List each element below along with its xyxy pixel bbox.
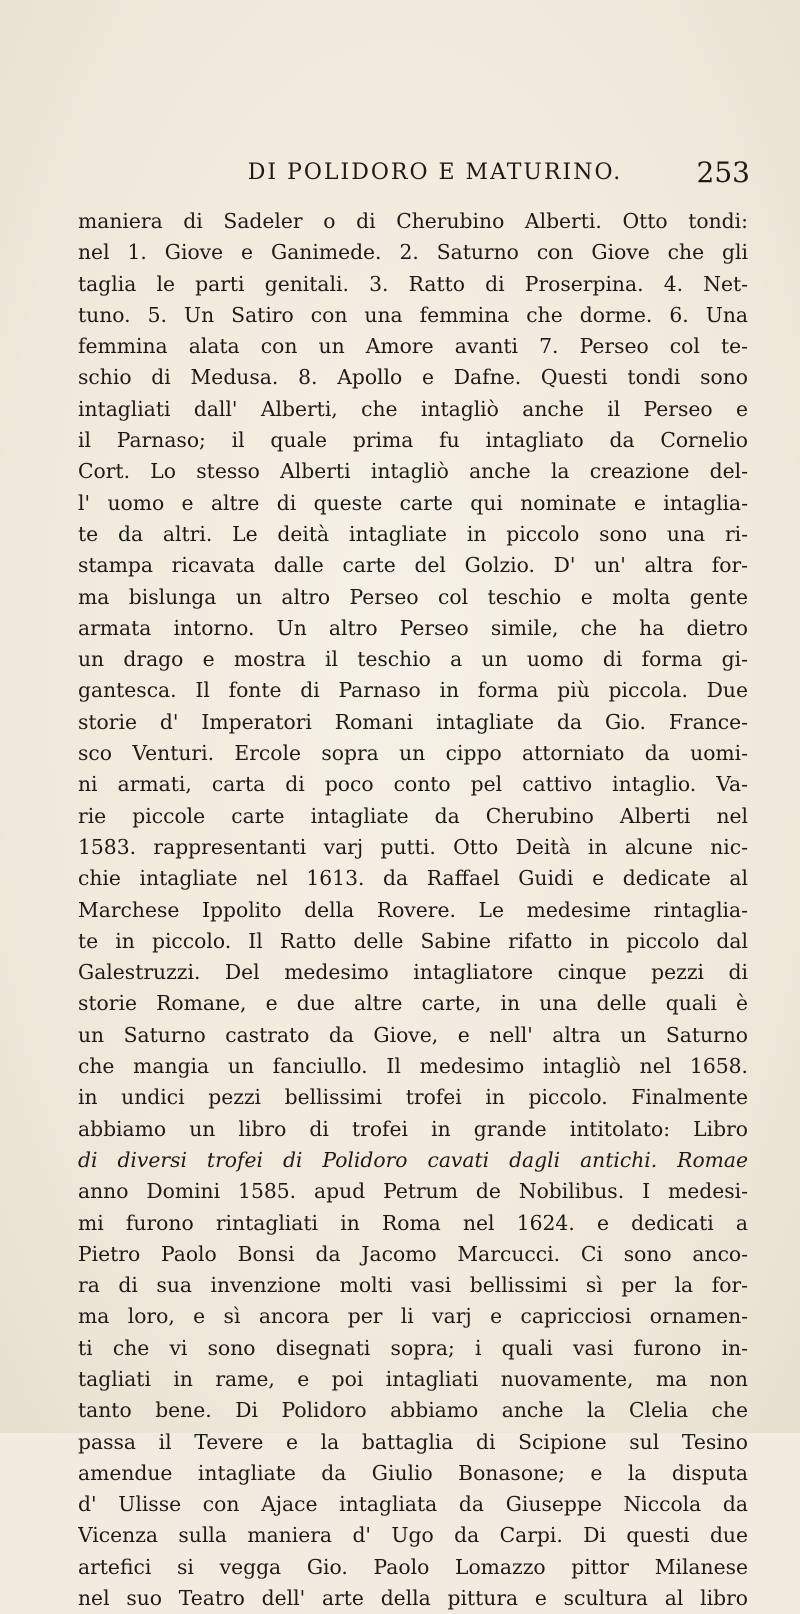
text-line: storie Romane, e due altre carte, in una delle quali è: [78, 991, 748, 1016]
text-line: anno Domini 1585. apud Petrum de Nobilibus. I medesi-: [78, 1179, 748, 1204]
text-line: Cort. Lo stesso Alberti intagliò anche la creazione del-: [78, 459, 748, 484]
text-line: d' Ulisse con Ajace intagliata da Giuseppe Niccola da: [78, 1492, 748, 1517]
text-line: artefici si vegga Gio. Paolo Lomazzo pittor Milanese: [78, 1554, 748, 1579]
text-line: 1583. rappresentanti varj putti. Otto Deità in alcune nic-: [78, 834, 748, 859]
text-line: ma bislunga un altro Perseo col teschio e molta gente: [78, 584, 748, 609]
text-line: ra di sua invenzione molti vasi bellissimi sì per la for-: [78, 1273, 748, 1298]
text-line: intagliati dall' Alberti, che intagliò anche il Perseo e: [78, 396, 748, 421]
text-line: schio di Medusa. 8. Apollo e Dafne. Questi tondi sono: [78, 365, 748, 390]
text-line: tagliati in rame, e poi intagliati nuovamente, ma non: [78, 1366, 748, 1391]
text-line: tuno. 5. Un Satiro con una femmina che dorme. 6. Una: [78, 302, 748, 327]
text-line: chie intagliate nel 1613. da Raffael Guidi e dedicate al: [78, 866, 748, 891]
text-line: mi furono rintagliati in Roma nel 1624. e dedicati a: [78, 1210, 748, 1235]
text-line: ma loro, e sì ancora per li varj e capricciosi ornamen-: [78, 1304, 748, 1329]
text-line-italic: di diversi trofei di Polidoro cavati dagli antichi. Romae: [78, 1147, 748, 1172]
text-line: femmina alata con un Amore avanti 7. Perseo col te-: [78, 334, 748, 359]
text-line: ni armati, carta di poco conto pel cattivo intaglio. Va-: [78, 772, 748, 797]
text-line: rie piccole carte intagliate da Cherubino Alberti nel: [78, 803, 748, 828]
text-line: Vicenza sulla maniera d' Ugo da Carpi. Di questi due: [78, 1523, 748, 1548]
text-line: ti che vi sono disegnati sopra; i quali vasi furono in-: [78, 1335, 748, 1360]
text-line: Pietro Paolo Bonsi da Jacomo Marcucci. Ci sono anco-: [78, 1241, 748, 1266]
text-line: te da altri. Le deità intagliate in piccolo sono una ri-: [78, 521, 748, 546]
text-line: te in piccolo. Il Ratto delle Sabine rifatto in piccolo dal: [78, 928, 748, 953]
text-line: taglia le parti genitali. 3. Ratto di Proserpina. 4. Net-: [78, 271, 748, 296]
text-line: gantesca. Il fonte di Parnaso in forma più piccola. Due: [78, 678, 748, 703]
text-line: stampa ricavata dalle carte del Golzio. D' un' altra for-: [78, 553, 748, 578]
text-line: l' uomo e altre di queste carte qui nominate e intaglia-: [78, 490, 748, 515]
running-title: DI POLIDORO E MATURINO.: [247, 160, 623, 185]
text-line: sco Venturi. Ercole sopra un cippo attorniato da uomi-: [78, 741, 748, 766]
page-header: [70, 156, 750, 204]
text-line: abbiamo un libro di trofei in grande intitolato: Libro: [78, 1116, 748, 1141]
page-number: 253: [696, 156, 750, 189]
text-line: amendue intagliate da Giulio Bonasone; e la disputa: [78, 1460, 748, 1485]
text-line: in undici pezzi bellissimi trofei in piccolo. Finalmente: [78, 1085, 748, 1110]
text-line: nel suo Teatro dell' arte della pittura e scultura al libro: [78, 1586, 748, 1611]
text-line: armata intorno. Un altro Perseo simile, che ha dietro: [78, 615, 748, 640]
text-line: un drago e mostra il teschio a un uomo di forma gi-: [78, 647, 748, 672]
text-line: Marchese Ippolito della Rovere. Le medesime rintaglia-: [78, 897, 748, 922]
text-line: storie d' Imperatori Romani intagliate da Gio. France-: [78, 709, 748, 734]
text-line: tanto bene. Di Polidoro abbiamo anche la Clelia che: [78, 1398, 748, 1423]
text-line: Galestruzzi. Del medesimo intagliatore cinque pezzi di: [78, 960, 748, 985]
body-text: [78, 206, 748, 1614]
text-line: che mangia un fanciullo. Il medesimo intagliò nel 1658.: [78, 1054, 748, 1079]
text-line: nel 1. Giove e Ganimede. 2. Saturno con Giove che gli: [78, 240, 748, 265]
text-line: il Parnaso; il quale prima fu intagliato da Cornelio: [78, 428, 748, 453]
text-line: un Saturno castrato da Giove, e nell' altra un Saturno: [78, 1022, 748, 1047]
text-line: passa il Tevere e la battaglia di Scipione sul Tesino: [78, 1429, 748, 1454]
text-line: maniera di Sadeler o di Cherubino Alberti. Otto tondi:: [78, 209, 748, 233]
